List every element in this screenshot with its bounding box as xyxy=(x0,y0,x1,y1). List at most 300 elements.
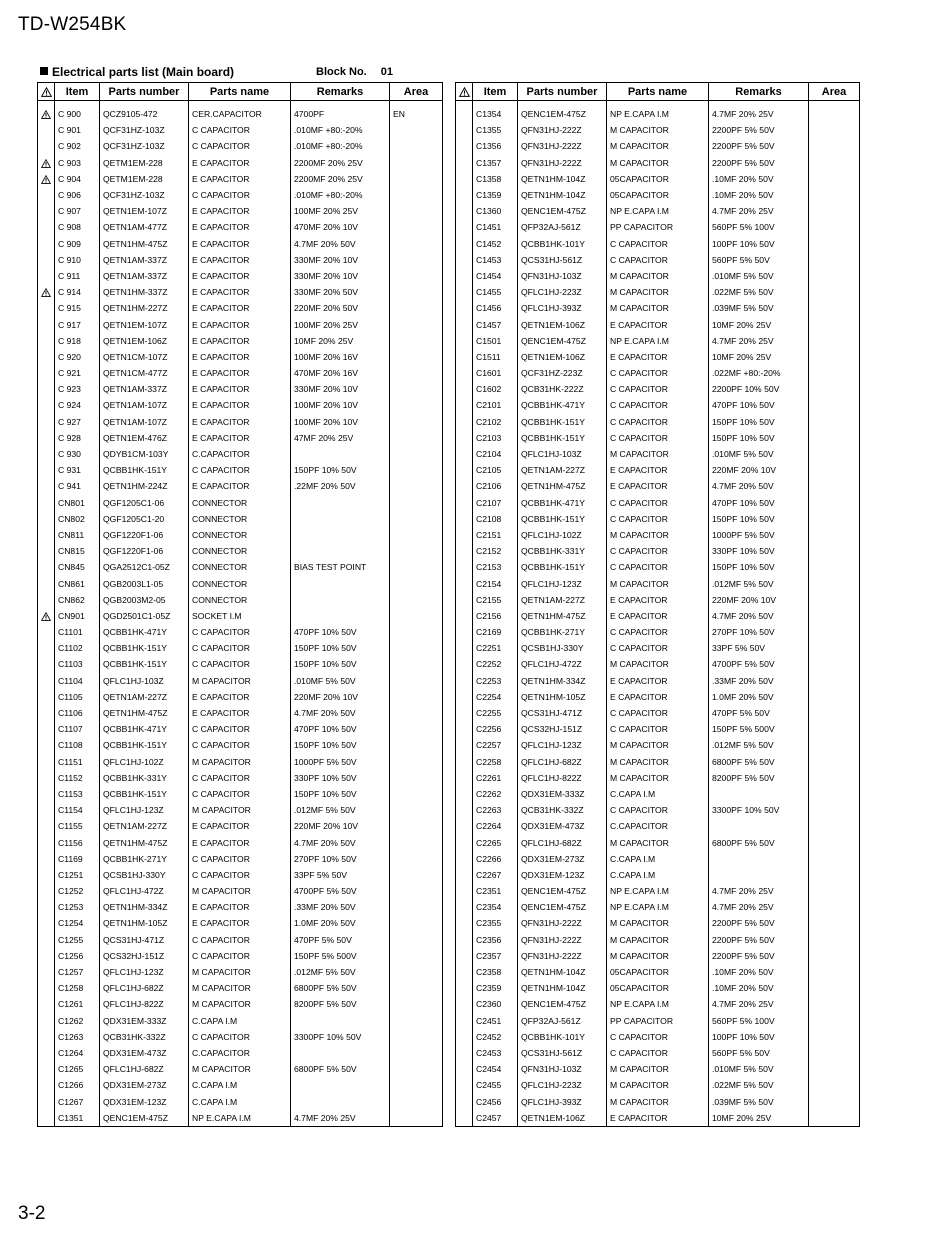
remarks-cell: 2200PF 10% 50V xyxy=(709,381,809,397)
area-cell xyxy=(809,883,860,899)
remarks-cell: 1.0MF 20% 50V xyxy=(291,915,390,931)
area-cell xyxy=(809,365,860,381)
warning-cell xyxy=(38,397,55,413)
part-number-cell: QENC1EM-475Z xyxy=(518,333,607,349)
part-number-cell: QGF1205C1-20 xyxy=(100,511,189,527)
item-cell: C2256 xyxy=(473,721,518,737)
remarks-cell: 270PF 10% 50V xyxy=(291,851,390,867)
item-cell: C 917 xyxy=(55,316,100,332)
warning-cell xyxy=(456,349,473,365)
table-row xyxy=(456,786,860,802)
warning-cell xyxy=(38,203,55,219)
area-cell xyxy=(809,381,860,397)
item-cell: C2152 xyxy=(473,543,518,559)
warning-cell xyxy=(38,592,55,608)
warning-cell xyxy=(38,964,55,980)
table-row xyxy=(38,349,443,365)
warning-cell xyxy=(38,980,55,996)
part-name-cell: CONNECTOR xyxy=(189,543,291,559)
table-row xyxy=(456,187,860,203)
table-row xyxy=(456,381,860,397)
table-row xyxy=(38,203,443,219)
table-row xyxy=(456,737,860,753)
item-cell: C1169 xyxy=(55,851,100,867)
part-name-cell: M CAPACITOR xyxy=(607,446,709,462)
area-cell xyxy=(390,397,443,413)
remarks-cell: .010MF 5% 50V xyxy=(709,446,809,462)
part-number-cell: QCF31HZ-103Z xyxy=(100,122,189,138)
part-name-cell: M CAPACITOR xyxy=(607,527,709,543)
table-row xyxy=(456,446,860,462)
part-number-cell: QFLC1HJ-682Z xyxy=(518,754,607,770)
item-cell: C2155 xyxy=(473,592,518,608)
area-cell xyxy=(809,300,860,316)
part-number-cell: QETN1AM-337Z xyxy=(100,268,189,284)
part-name-cell: M CAPACITOR xyxy=(607,834,709,850)
item-cell: C1251 xyxy=(55,867,100,883)
remarks-cell: 150PF 10% 50V xyxy=(709,559,809,575)
remarks-cell: 150PF 10% 50V xyxy=(709,430,809,446)
table-row xyxy=(38,381,443,397)
warning-cell xyxy=(38,171,55,187)
table-row xyxy=(38,187,443,203)
warning-cell xyxy=(38,932,55,948)
item-cell: CN845 xyxy=(55,559,100,575)
item-cell: C2360 xyxy=(473,996,518,1012)
part-number-cell: QCBB1HK-151Y xyxy=(518,430,607,446)
remarks-cell: 4.7MF 20% 25V xyxy=(709,883,809,899)
item-cell: C2102 xyxy=(473,414,518,430)
part-name-cell: E CAPACITOR xyxy=(189,316,291,332)
item-cell: C 920 xyxy=(55,349,100,365)
item-cell: C1351 xyxy=(55,1110,100,1127)
item-cell: C 903 xyxy=(55,155,100,171)
part-name-cell: E CAPACITOR xyxy=(189,252,291,268)
parts-table-right-body xyxy=(456,101,860,1127)
remarks-cell: .33MF 20% 50V xyxy=(291,899,390,915)
part-number-cell: QCBB1HK-471Y xyxy=(518,397,607,413)
area-cell xyxy=(809,414,860,430)
warning-cell xyxy=(38,1029,55,1045)
item-cell: C2455 xyxy=(473,1077,518,1093)
part-number-cell: QCBB1HK-331Y xyxy=(518,543,607,559)
part-number-cell: QETN1HM-104Z xyxy=(518,980,607,996)
warning-icon xyxy=(41,288,51,297)
remarks-cell: 10MF 20% 25V xyxy=(709,316,809,332)
table-row xyxy=(456,155,860,171)
part-name-cell: M CAPACITOR xyxy=(607,737,709,753)
part-number-cell: QCBB1HK-151Y xyxy=(100,640,189,656)
remarks-cell: 6800PF 5% 50V xyxy=(709,754,809,770)
remarks-cell: 150PF 10% 50V xyxy=(709,511,809,527)
area-cell xyxy=(390,559,443,575)
warning-cell xyxy=(456,381,473,397)
table-row xyxy=(38,122,443,138)
warning-cell xyxy=(38,721,55,737)
part-name-cell: E CAPACITOR xyxy=(189,236,291,252)
table-row xyxy=(456,430,860,446)
part-number-cell: QFP32AJ-561Z xyxy=(518,1013,607,1029)
part-name-cell: E CAPACITOR xyxy=(189,705,291,721)
remarks-cell: 270PF 10% 50V xyxy=(709,624,809,640)
table-row xyxy=(38,948,443,964)
part-number-cell: QFN31HJ-222Z xyxy=(518,948,607,964)
area-cell xyxy=(390,316,443,332)
remarks-cell: 1000PF 5% 50V xyxy=(291,754,390,770)
item-cell: C2258 xyxy=(473,754,518,770)
remarks-column-header: Remarks xyxy=(709,83,809,101)
part-name-cell: NP E.CAPA I.M xyxy=(607,899,709,915)
remarks-cell: 4.7MF 20% 25V xyxy=(709,203,809,219)
item-cell: C1252 xyxy=(55,883,100,899)
part-name-cell: CONNECTOR xyxy=(189,592,291,608)
part-name-cell: PP CAPACITOR xyxy=(607,219,709,235)
item-cell: C2103 xyxy=(473,430,518,446)
table-row xyxy=(38,333,443,349)
part-number-cell: QFLC1HJ-123Z xyxy=(100,964,189,980)
area-cell xyxy=(390,996,443,1012)
part-name-cell: E CAPACITOR xyxy=(607,316,709,332)
warning-cell xyxy=(456,478,473,494)
part-number-cell: QFN31HJ-222Z xyxy=(518,932,607,948)
part-number-cell: QETN1HM-334Z xyxy=(518,673,607,689)
part-name-cell: 05CAPACITOR xyxy=(607,171,709,187)
warning-cell xyxy=(456,1110,473,1127)
area-cell xyxy=(390,495,443,511)
part-name-cell: E CAPACITOR xyxy=(189,414,291,430)
warning-cell xyxy=(38,543,55,559)
area-column-header: Area xyxy=(390,83,443,101)
part-name-cell: NP E.CAPA I.M xyxy=(189,1110,291,1127)
item-cell: C1511 xyxy=(473,349,518,365)
warning-icon xyxy=(41,110,51,119)
item-cell: C 918 xyxy=(55,333,100,349)
part-number-cell: QFLC1HJ-472Z xyxy=(100,883,189,899)
warning-cell xyxy=(38,284,55,300)
part-name-cell: C CAPACITOR xyxy=(189,656,291,672)
remarks-cell xyxy=(709,867,809,883)
area-cell xyxy=(809,770,860,786)
table-row xyxy=(456,300,860,316)
part-number-cell: QETN1CM-477Z xyxy=(100,365,189,381)
table-row xyxy=(38,397,443,413)
warning-cell xyxy=(456,1077,473,1093)
area-cell xyxy=(809,511,860,527)
area-cell xyxy=(809,187,860,203)
item-cell: C1359 xyxy=(473,187,518,203)
area-cell xyxy=(809,397,860,413)
part-number-cell: QCBB1HK-271Y xyxy=(100,851,189,867)
item-cell: C1102 xyxy=(55,640,100,656)
table-row xyxy=(456,948,860,964)
parts-table-right xyxy=(455,82,860,1127)
remarks-cell xyxy=(291,511,390,527)
part-name-cell: E CAPACITOR xyxy=(189,219,291,235)
warning-cell xyxy=(38,333,55,349)
area-cell xyxy=(809,559,860,575)
part-number-cell: QETN1HM-104Z xyxy=(518,171,607,187)
remarks-cell: 470PF 5% 50V xyxy=(291,932,390,948)
area-cell xyxy=(809,236,860,252)
part-number-cell: QCBB1HK-471Y xyxy=(100,721,189,737)
table-row xyxy=(38,365,443,381)
item-cell: C1456 xyxy=(473,300,518,316)
remarks-cell: 330MF 20% 50V xyxy=(291,284,390,300)
remarks-cell: 220MF 20% 10V xyxy=(709,592,809,608)
area-cell xyxy=(390,219,443,235)
warning-cell xyxy=(456,899,473,915)
item-cell: C1455 xyxy=(473,284,518,300)
remarks-cell: .010MF 5% 50V xyxy=(291,673,390,689)
remarks-cell: .012MF 5% 50V xyxy=(709,575,809,591)
warning-cell xyxy=(38,608,55,624)
item-cell: C1457 xyxy=(473,316,518,332)
table-row xyxy=(38,851,443,867)
table-row xyxy=(38,899,443,915)
table-row xyxy=(38,656,443,672)
part-name-cell: SOCKET I.M xyxy=(189,608,291,624)
part-name-cell: M CAPACITOR xyxy=(607,575,709,591)
warning-cell xyxy=(456,1061,473,1077)
part-number-cell: QFLC1HJ-472Z xyxy=(518,656,607,672)
part-number-cell: QETN1AM-227Z xyxy=(100,689,189,705)
table-row xyxy=(456,996,860,1012)
part-number-cell: QFLC1HJ-123Z xyxy=(518,575,607,591)
page-number: 3-2 xyxy=(18,1203,46,1224)
part-name-cell: M CAPACITOR xyxy=(607,155,709,171)
area-cell xyxy=(809,754,860,770)
remarks-cell: 150PF 5% 500V xyxy=(291,948,390,964)
warning-cell xyxy=(38,834,55,850)
item-cell: C2264 xyxy=(473,818,518,834)
part-name-cell: E CAPACITOR xyxy=(189,171,291,187)
area-cell xyxy=(809,964,860,980)
table-row xyxy=(38,1110,443,1127)
warning-cell xyxy=(38,495,55,511)
remarks-cell: 560PF 5% 100V xyxy=(709,219,809,235)
item-cell: C1257 xyxy=(55,964,100,980)
area-cell xyxy=(809,219,860,235)
remarks-cell: 3300PF 10% 50V xyxy=(291,1029,390,1045)
part-number-cell: QGF1220F1-06 xyxy=(100,543,189,559)
area-cell xyxy=(390,673,443,689)
table-row xyxy=(456,365,860,381)
part-number-cell: QETN1HM-334Z xyxy=(100,899,189,915)
area-cell xyxy=(809,122,860,138)
remarks-cell xyxy=(291,1045,390,1061)
warning-cell xyxy=(38,138,55,154)
part-number-cell: QDX31EM-273Z xyxy=(518,851,607,867)
remarks-cell: 2200MF 20% 25V xyxy=(291,155,390,171)
warning-cell xyxy=(456,527,473,543)
part-number-cell: QDX31EM-333Z xyxy=(518,786,607,802)
area-cell xyxy=(390,834,443,850)
warning-cell xyxy=(38,122,55,138)
table-row xyxy=(456,770,860,786)
warning-cell xyxy=(38,1110,55,1127)
part-number-cell: QDX31EM-123Z xyxy=(518,867,607,883)
part-number-cell: QCB31HK-332Z xyxy=(100,1029,189,1045)
table-row xyxy=(38,219,443,235)
table-row xyxy=(456,689,860,705)
table-header-row xyxy=(38,83,443,101)
part-name-cell: CONNECTOR xyxy=(189,495,291,511)
part-name-cell: M CAPACITOR xyxy=(607,754,709,770)
item-cell: C1152 xyxy=(55,770,100,786)
part-number-cell: QETN1AM-337Z xyxy=(100,381,189,397)
table-row xyxy=(456,818,860,834)
warning-cell xyxy=(38,1077,55,1093)
table-row xyxy=(456,721,860,737)
table-row xyxy=(38,737,443,753)
table-row xyxy=(456,268,860,284)
area-cell xyxy=(390,932,443,948)
item-cell: C 909 xyxy=(55,236,100,252)
part-number-cell: QGB2003M2-05 xyxy=(100,592,189,608)
warning-cell xyxy=(38,365,55,381)
part-name-cell: E CAPACITOR xyxy=(607,592,709,608)
item-cell: CN811 xyxy=(55,527,100,543)
item-cell: C2263 xyxy=(473,802,518,818)
part-number-cell: QENC1EM-475Z xyxy=(100,1110,189,1127)
warning-cell xyxy=(38,754,55,770)
part-name-cell: NP E.CAPA I.M xyxy=(607,883,709,899)
part-name-cell: C CAPACITOR xyxy=(607,414,709,430)
remarks-cell: .10MF 20% 50V xyxy=(709,171,809,187)
part-number-cell: QCBB1HK-331Y xyxy=(100,770,189,786)
part-name-cell: E CAPACITOR xyxy=(189,381,291,397)
part-name-cell: M CAPACITOR xyxy=(189,754,291,770)
part-name-cell: C.CAPA I.M xyxy=(607,867,709,883)
item-cell: C1454 xyxy=(473,268,518,284)
part-number-cell: QFN31HJ-222Z xyxy=(518,122,607,138)
part-name-cell: CONNECTOR xyxy=(189,559,291,575)
warning-cell xyxy=(38,915,55,931)
warning-cell xyxy=(456,187,473,203)
part-number-cell: QDX31EM-273Z xyxy=(100,1077,189,1093)
warning-cell xyxy=(456,802,473,818)
part-name-cell: M CAPACITOR xyxy=(607,932,709,948)
part-number-cell: QETN1HM-475Z xyxy=(100,834,189,850)
remarks-cell: 100MF 20% 10V xyxy=(291,414,390,430)
part-number-cell: QFN31HJ-222Z xyxy=(518,155,607,171)
area-cell xyxy=(390,770,443,786)
item-cell: C 904 xyxy=(55,171,100,187)
part-number-cell: QCBB1HK-151Y xyxy=(518,414,607,430)
item-cell: C 910 xyxy=(55,252,100,268)
warning-cell xyxy=(456,737,473,753)
item-cell: C2265 xyxy=(473,834,518,850)
remarks-cell: 4700PF 5% 50V xyxy=(709,656,809,672)
part-name-cell: C CAPACITOR xyxy=(189,948,291,964)
area-cell xyxy=(390,236,443,252)
warning-cell xyxy=(38,101,55,123)
part-name-cell: E CAPACITOR xyxy=(189,478,291,494)
warning-cell xyxy=(456,754,473,770)
table-row xyxy=(38,705,443,721)
remarks-cell: 470PF 10% 50V xyxy=(291,624,390,640)
part-number-cell: QCBB1HK-471Y xyxy=(518,495,607,511)
part-name-cell: C CAPACITOR xyxy=(189,786,291,802)
part-name-cell: C CAPACITOR xyxy=(607,640,709,656)
table-row xyxy=(456,851,860,867)
part-number-cell: QENC1EM-475Z xyxy=(518,899,607,915)
area-cell xyxy=(390,964,443,980)
remarks-cell: 2200PF 5% 50V xyxy=(709,155,809,171)
part-number-cell: QETN1EM-106Z xyxy=(100,333,189,349)
item-cell: C1258 xyxy=(55,980,100,996)
part-name-cell: C CAPACITOR xyxy=(189,1029,291,1045)
warning-cell xyxy=(456,818,473,834)
part-name-cell: E CAPACITOR xyxy=(189,430,291,446)
warning-cell xyxy=(38,689,55,705)
warning-cell xyxy=(456,495,473,511)
table-row xyxy=(456,495,860,511)
remarks-cell: 4700PF xyxy=(291,101,390,123)
area-cell xyxy=(390,1029,443,1045)
part-number-cell: QFLC1HJ-123Z xyxy=(100,802,189,818)
parts-table-left xyxy=(37,82,443,1127)
table-row xyxy=(38,608,443,624)
part-name-cell: C CAPACITOR xyxy=(607,381,709,397)
remarks-cell xyxy=(291,543,390,559)
table-row xyxy=(456,511,860,527)
remarks-cell: 150PF 10% 50V xyxy=(291,786,390,802)
part-name-cell: C CAPACITOR xyxy=(607,1045,709,1061)
warning-cell xyxy=(38,236,55,252)
item-cell: C1261 xyxy=(55,996,100,1012)
remarks-cell: 470MF 20% 16V xyxy=(291,365,390,381)
part-name-cell: C CAPACITOR xyxy=(607,252,709,268)
item-cell: C1266 xyxy=(55,1077,100,1093)
warning-cell xyxy=(38,478,55,494)
warning-cell xyxy=(456,640,473,656)
part-number-cell: QETM1EM-228 xyxy=(100,171,189,187)
remarks-cell xyxy=(291,495,390,511)
area-cell xyxy=(809,495,860,511)
warning-cell xyxy=(456,932,473,948)
part-number-cell: QETM1EM-228 xyxy=(100,155,189,171)
part-name-cell: C CAPACITOR xyxy=(607,495,709,511)
item-cell: C2106 xyxy=(473,478,518,494)
part-name-cell: E CAPACITOR xyxy=(189,915,291,931)
part-name-cell: C CAPACITOR xyxy=(189,770,291,786)
area-cell xyxy=(809,689,860,705)
parts-table-left-body xyxy=(38,101,443,1127)
table-row xyxy=(38,543,443,559)
item-cell: C2151 xyxy=(473,527,518,543)
remarks-cell: .10MF 20% 50V xyxy=(709,187,809,203)
warning-cell xyxy=(456,446,473,462)
warning-cell xyxy=(38,381,55,397)
area-cell xyxy=(809,1029,860,1045)
item-cell: CN802 xyxy=(55,511,100,527)
warning-cell xyxy=(456,770,473,786)
part-name-cell: C CAPACITOR xyxy=(189,138,291,154)
warning-cell xyxy=(456,689,473,705)
item-cell: C1106 xyxy=(55,705,100,721)
remarks-cell: 8200PF 5% 50V xyxy=(291,996,390,1012)
area-cell xyxy=(390,203,443,219)
table-row xyxy=(38,624,443,640)
part-name-cell: C.CAPA I.M xyxy=(189,1013,291,1029)
area-cell xyxy=(390,592,443,608)
table-row xyxy=(38,770,443,786)
area-cell xyxy=(809,818,860,834)
remarks-cell: .10MF 20% 50V xyxy=(709,980,809,996)
warning-cell xyxy=(456,543,473,559)
area-cell xyxy=(390,1110,443,1127)
